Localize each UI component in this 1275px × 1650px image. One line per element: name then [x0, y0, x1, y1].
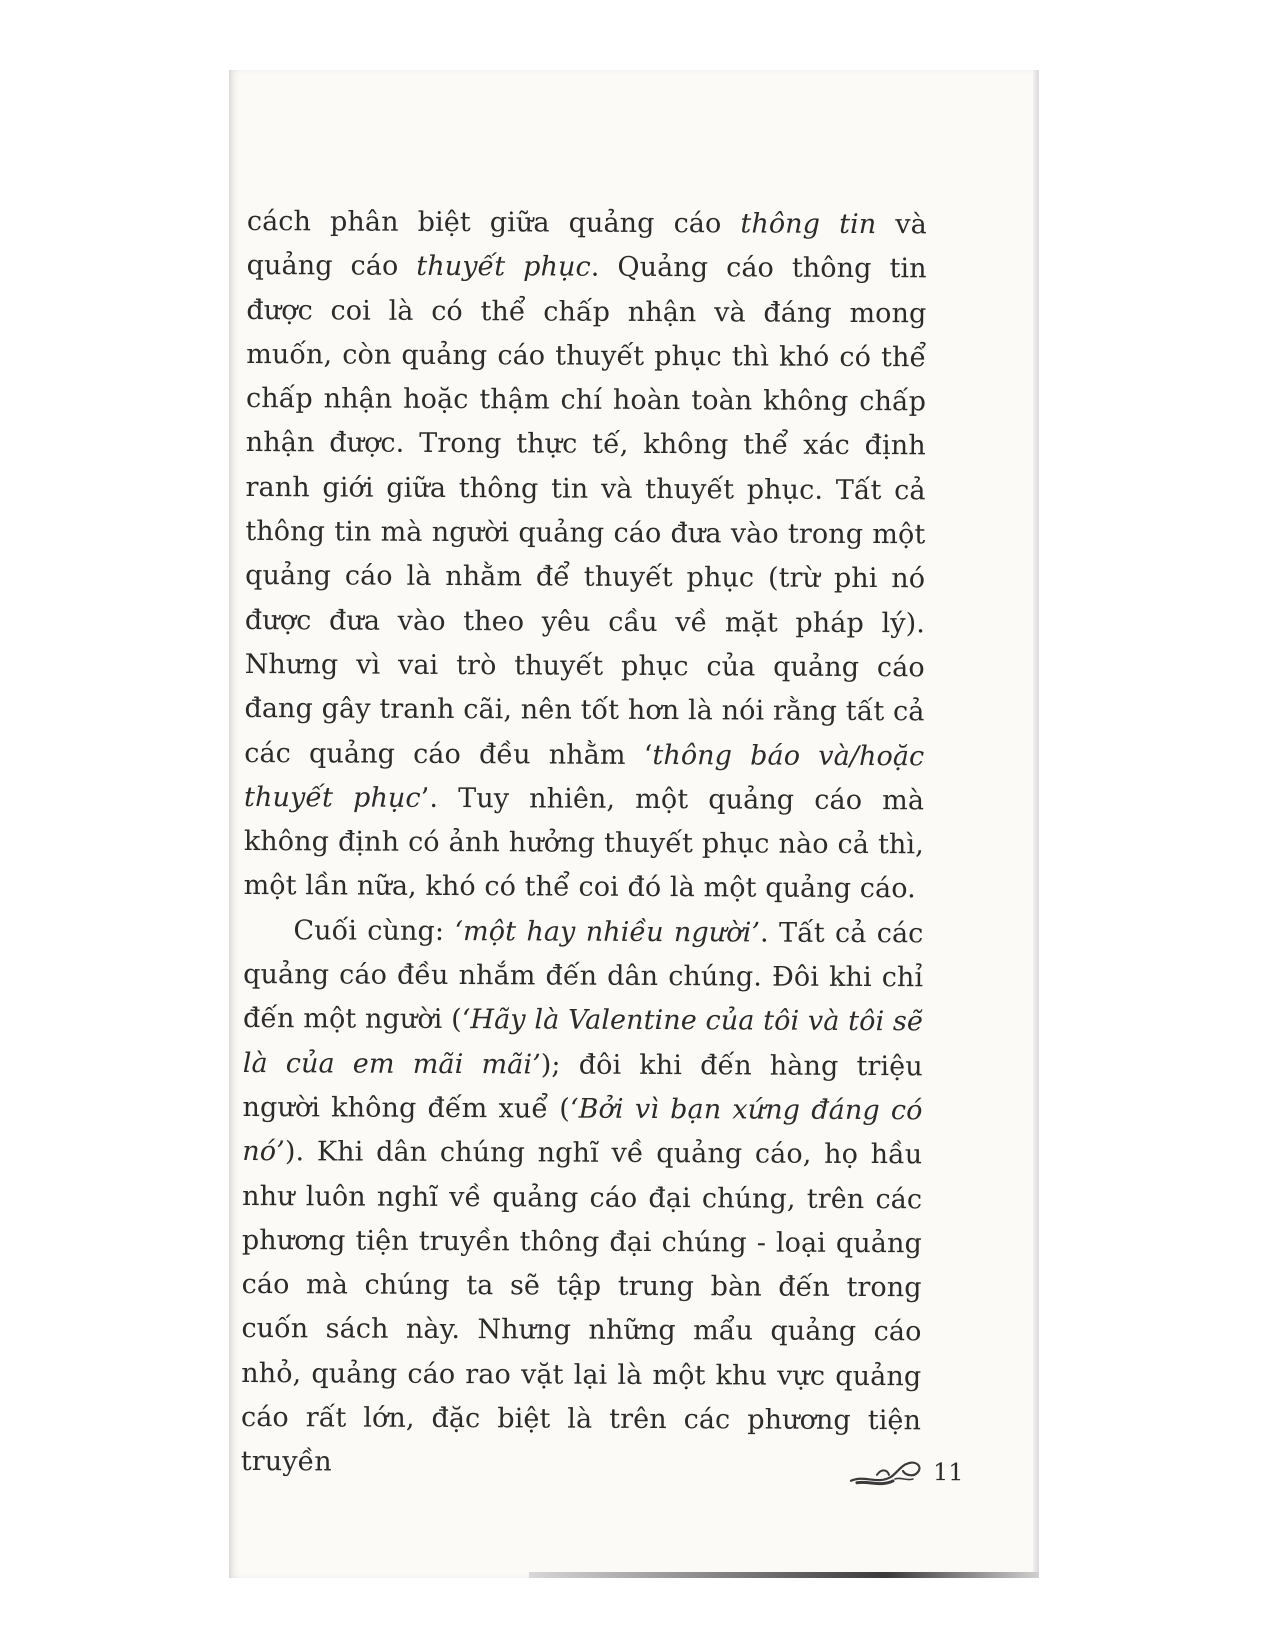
italic-phrase: ‘Hãy là Valentine của tôi và tôi sẽ là của em mãi mãi’: [242, 1004, 924, 1081]
text-run: ’. Tuy nhiên, một quảng cáo mà không định có ảnh hưởng thuyết phục nào cả thì, một lần nữa, khó có thể coi đó là một quảng cáo.: [243, 782, 925, 905]
paragraph-1: [244, 200, 927, 912]
decorative-flourish-icon: [847, 1455, 927, 1489]
paragraph-2: [241, 909, 924, 1488]
book-page: [229, 70, 1039, 1578]
italic-phrase: thuyết phục: [416, 251, 591, 283]
page-edge: [1033, 70, 1039, 1578]
text-run: Cuối cùng:: [293, 914, 455, 947]
italic-phrase: thông tin: [740, 208, 877, 241]
text-run: . Tất cả các quảng cáo đều nhắm đến dân chúng. Đôi khi chỉ đến một người (: [242, 917, 924, 1036]
page-footer: [847, 1452, 964, 1493]
text-run: . Quảng cáo thông tin được coi là có thể chấp nhận và đáng mong muốn, còn quảng cáo thuyết phục thì khó có thể chấp nhận hoặc thậm chí hoàn toàn không chấp nhận được. Trong thực tế, không thể xác định ranh giới giữa thông tin và thuyết phục. Tất cả thông tin mà người quảng cáo đưa vào trong một quảng cáo là nhằm để thuyết phục (trừ phi nó được đưa vào theo yêu cầu về mặt pháp lý). Nhưng vì vai trò thuyết phục của quảng cáo đang gây tranh cãi, nên tốt hơn là nói rằng tất cả các quảng cáo đều nhằm ‘: [244, 251, 927, 771]
text-run: và quảng cáo: [246, 209, 927, 283]
italic-phrase: ‘một hay nhiều người’: [454, 915, 761, 949]
page-edge-bottom: [529, 1572, 1039, 1578]
page-number: 11: [932, 1458, 964, 1487]
italic-phrase: ‘Bởi vì bạn xứng đáng có nó’: [242, 1093, 923, 1168]
text-run: cách phân biệt giữa quảng cáo: [246, 205, 741, 240]
body-text: [241, 200, 927, 1488]
italic-phrase: thông báo và/hoặc thuyết phục: [244, 739, 925, 814]
text-run: ); đôi khi đến hàng triệu người không đếm xuể (: [242, 1049, 923, 1125]
text-run: ). Khi dân chúng nghĩ về quảng cáo, họ hầu như luôn nghĩ về quảng cáo đại chúng, trên các phương tiện truyền thông đại chúng - loại quảng cáo mà chúng ta sẽ tập trung bàn đến trong cuốn sách này. Nhưng những mẩu quảng cáo nhỏ, quảng cáo rao vặt lại là một khu vực quảng cáo rất lớn, đặc biệt là trên các phương tiện truyền: [240, 1136, 923, 1478]
